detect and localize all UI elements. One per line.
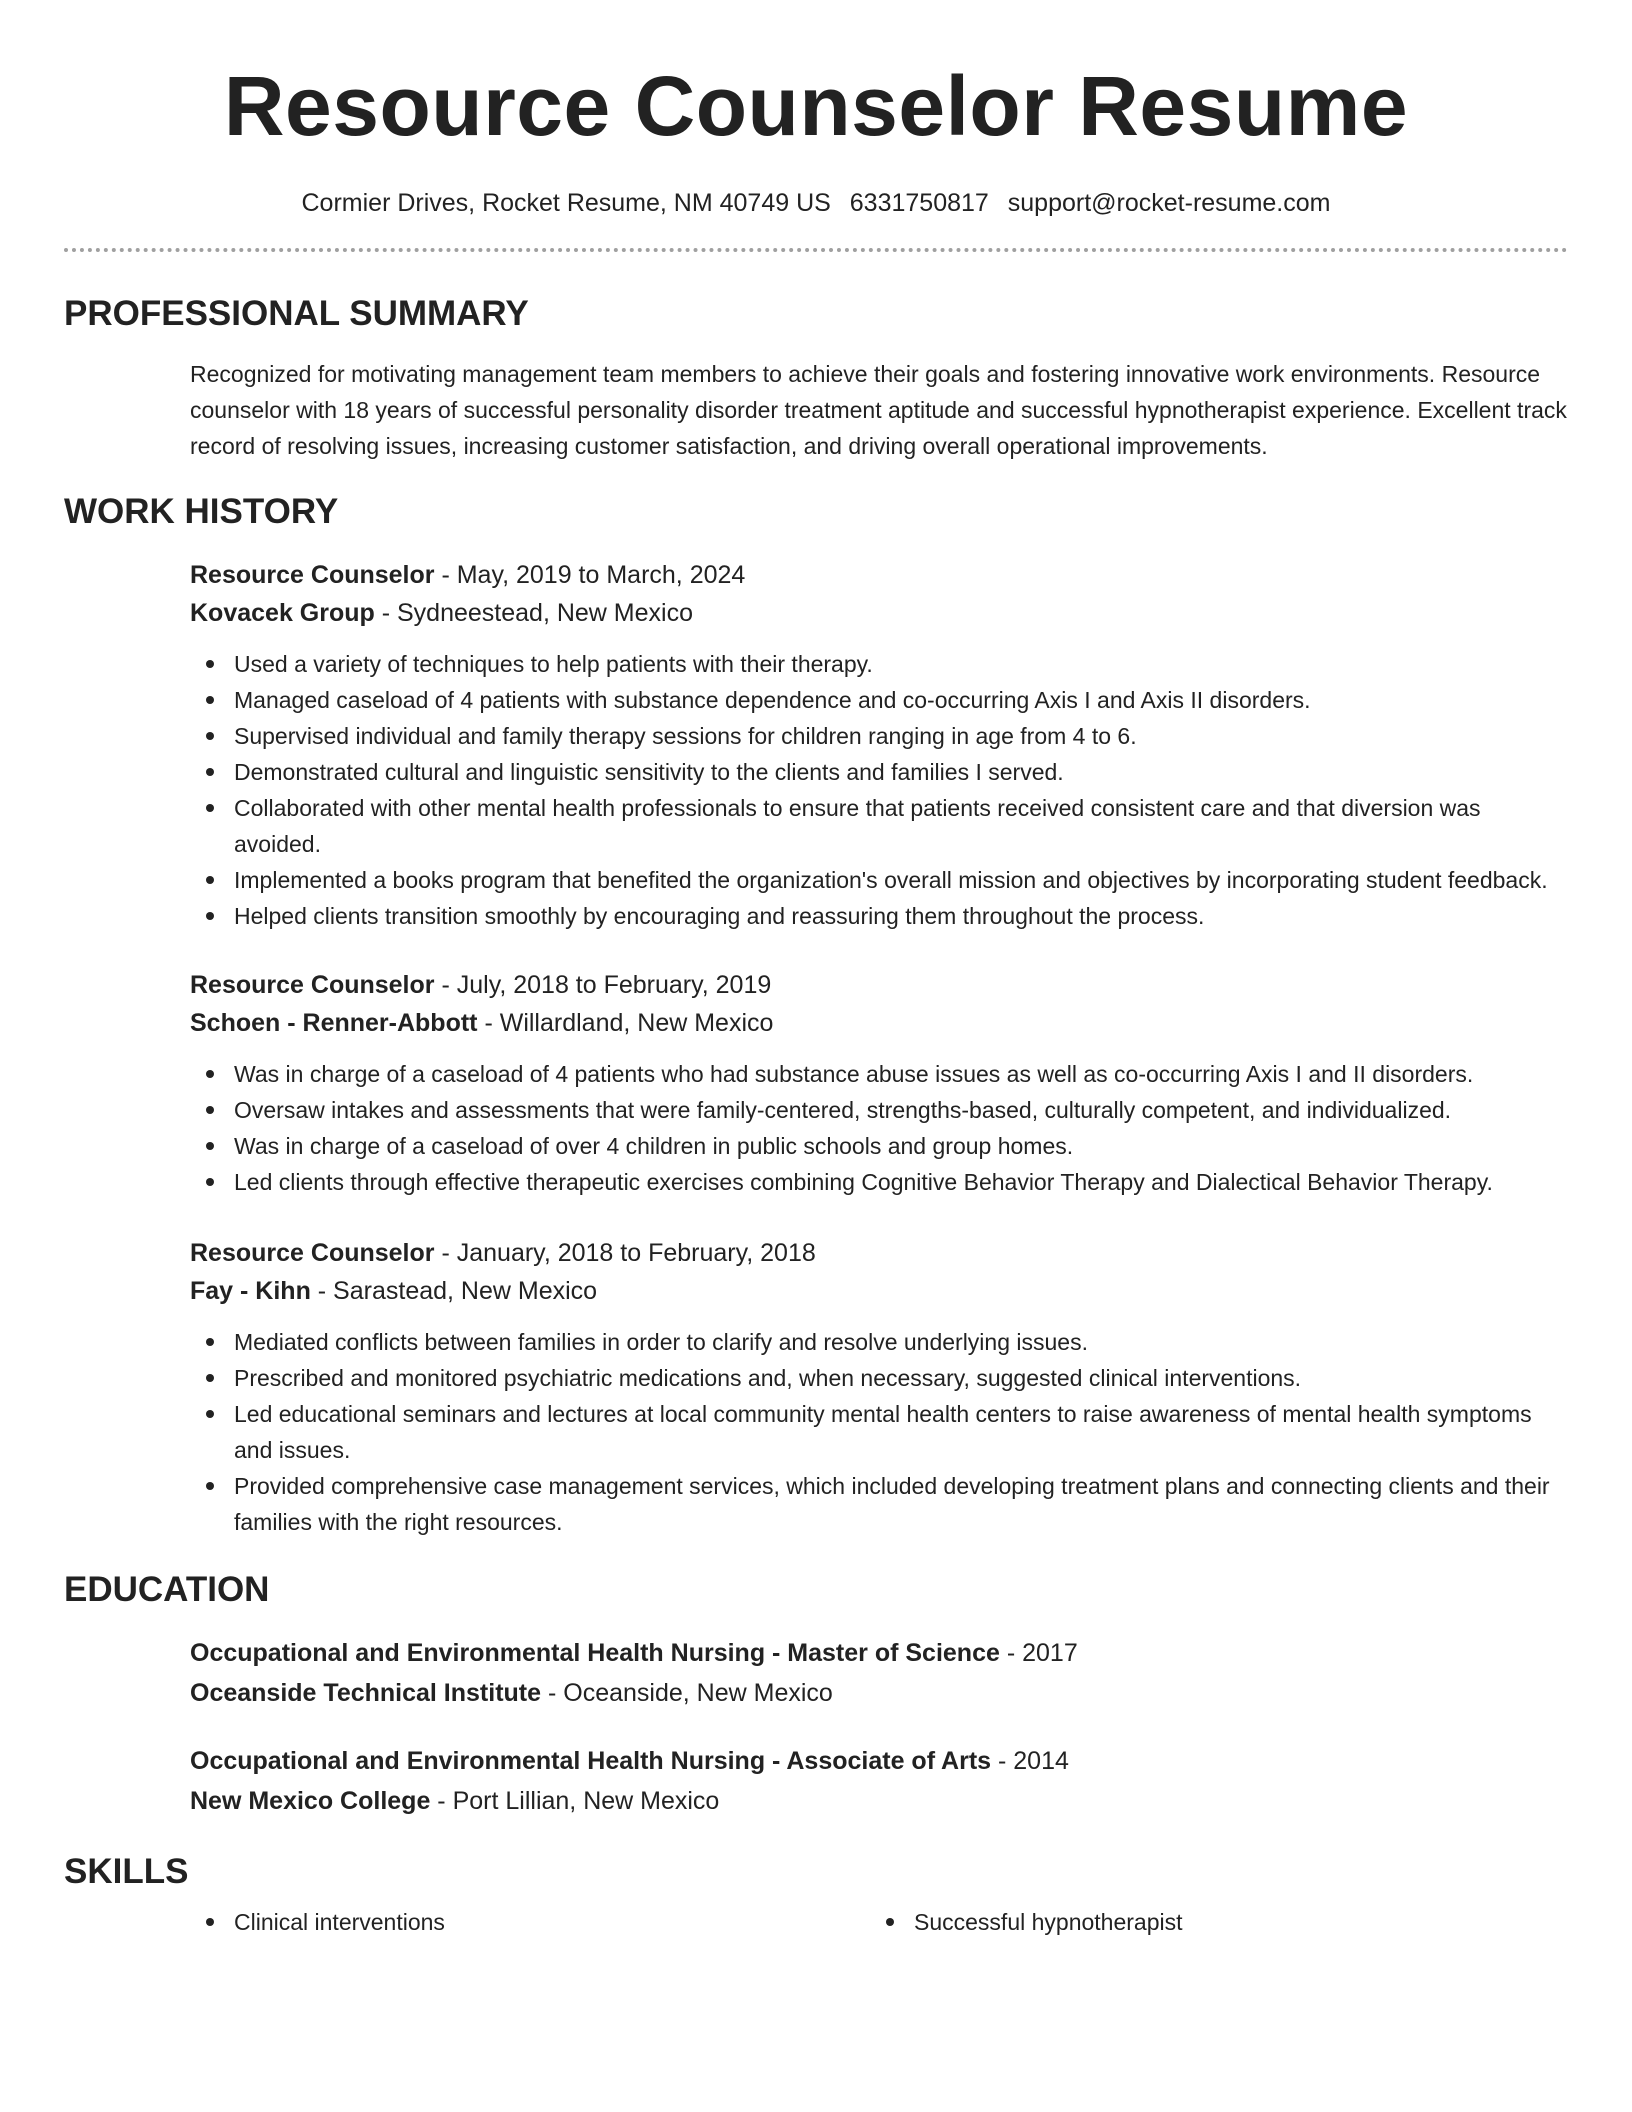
- list-item: Helped clients transition smoothly by encouraging and reassuring them throughout the process.: [190, 898, 1568, 934]
- job-location: - Sydneestead, New Mexico: [374, 599, 693, 627]
- job-bullets: [190, 1056, 1568, 1200]
- education-entry: [190, 1742, 1568, 1820]
- job-company: Schoen - Renner-Abbott: [190, 1009, 478, 1037]
- skills-grid: [64, 1904, 1568, 1940]
- education-degree: Occupational and Environmental Health Nursing - Master of Science: [190, 1639, 1000, 1667]
- list-item: Was in charge of a caseload of 4 patients who had substance abuse issues as well as co-occurring Axis I and II disorders.: [190, 1056, 1568, 1092]
- skills-section: [64, 1850, 1568, 1940]
- skills-heading: SKILLS: [64, 1852, 189, 1891]
- education-school-line: [190, 1782, 1568, 1820]
- education-school: New Mexico College: [190, 1787, 431, 1815]
- resume-header: [64, 0, 1568, 252]
- job-role: Resource Counselor: [190, 561, 435, 589]
- contact-phone: 6331750817: [849, 189, 989, 217]
- job-dates: - July, 2018 to February, 2019: [434, 971, 772, 999]
- list-item: Oversaw intakes and assessments that were family-centered, strengths-based, culturally competent, and individualized.: [190, 1092, 1568, 1128]
- education-school-line: [190, 1674, 1568, 1712]
- job-entry: [190, 966, 1568, 1200]
- list-item: Was in charge of a caseload of over 4 children in public schools and group homes.: [190, 1128, 1568, 1164]
- job-role: Resource Counselor: [190, 1239, 435, 1267]
- education-degree-line: [190, 1742, 1568, 1780]
- job-company-line: [190, 594, 1568, 632]
- job-title-line: [190, 556, 1568, 594]
- education-section: [64, 1568, 1568, 1820]
- list-item: Clinical interventions: [190, 1904, 870, 1940]
- job-dates: - May, 2019 to March, 2024: [434, 561, 746, 589]
- summary-heading: PROFESSIONAL SUMMARY: [64, 294, 529, 333]
- job-title-line: [190, 966, 1568, 1004]
- job-bullets: [190, 1324, 1568, 1540]
- list-item: Prescribed and monitored psychiatric medications and, when necessary, suggested clinical interventions.: [190, 1360, 1568, 1396]
- skills-left-column: [190, 1904, 870, 1940]
- summary-text: Recognized for motivating management team members to achieve their goals and fostering innovative work environments. Resource counselor with 18 years of successful personality disorder treatment aptitude and successful hypnotherapist experience. Excellent track record of resolving issues, increasing customer satisfaction, and driving overall operational improvements.: [190, 361, 1567, 459]
- education-degree-line: [190, 1634, 1568, 1672]
- job-role: Resource Counselor: [190, 971, 435, 999]
- list-item: Used a variety of techniques to help patients with their therapy.: [190, 646, 1568, 682]
- job-location: - Willardland, New Mexico: [477, 1009, 774, 1037]
- list-item: Provided comprehensive case management services, which included developing treatment plans and connecting clients and their families with the right resources.: [190, 1468, 1568, 1540]
- job-dates: - January, 2018 to February, 2018: [434, 1239, 816, 1267]
- job-entry: [190, 1234, 1568, 1540]
- education-year: - 2014: [991, 1747, 1069, 1775]
- job-title-line: [190, 1234, 1568, 1272]
- job-company-line: [190, 1272, 1568, 1310]
- header-divider: [64, 248, 1568, 252]
- contact-line: [64, 186, 1568, 220]
- resume-title: Resource Counselor Resume: [223, 59, 1409, 153]
- summary-section: [64, 292, 1568, 464]
- job-company: Fay - Kihn: [190, 1277, 311, 1305]
- work-history-heading: WORK HISTORY: [64, 492, 339, 531]
- list-item: Collaborated with other mental health professionals to ensure that patients received consistent care and that diversion was avoided.: [190, 790, 1568, 862]
- skills-right-column: [870, 1904, 1550, 1940]
- education-degree: Occupational and Environmental Health Nursing - Associate of Arts: [190, 1747, 992, 1775]
- list-item: Successful hypnotherapist: [870, 1904, 1550, 1940]
- contact-address: Cormier Drives, Rocket Resume, NM 40749 US: [301, 189, 831, 217]
- list-item: Led educational seminars and lectures at local community mental health centers to raise awareness of mental health symptoms and issues.: [190, 1396, 1568, 1468]
- job-company-line: [190, 1004, 1568, 1042]
- list-item: Demonstrated cultural and linguistic sensitivity to the clients and families I served.: [190, 754, 1568, 790]
- education-school: Oceanside Technical Institute: [190, 1679, 542, 1707]
- list-item: Mediated conflicts between families in order to clarify and resolve underlying issues.: [190, 1324, 1568, 1360]
- job-entry: [190, 556, 1568, 934]
- education-entry: [190, 1634, 1568, 1712]
- education-location: - Port Lillian, New Mexico: [430, 1787, 720, 1815]
- education-heading: EDUCATION: [64, 1570, 270, 1609]
- education-year: - 2017: [999, 1639, 1078, 1667]
- job-company: Kovacek Group: [190, 599, 375, 627]
- list-item: Managed caseload of 4 patients with substance dependence and co-occurring Axis I and Axis II disorders.: [190, 682, 1568, 718]
- list-item: Led clients through effective therapeutic exercises combining Cognitive Behavior Therapy and Dialectical Behavior Therapy.: [190, 1164, 1568, 1200]
- contact-email: support@rocket-resume.com: [1007, 189, 1331, 217]
- job-location: - Sarastead, New Mexico: [310, 1277, 598, 1305]
- education-location: - Oceanside, New Mexico: [541, 1679, 833, 1707]
- job-bullets: [190, 646, 1568, 934]
- list-item: Supervised individual and family therapy sessions for children ranging in age from 4 to 6.: [190, 718, 1568, 754]
- list-item: Implemented a books program that benefited the organization's overall mission and objectives by incorporating student feedback.: [190, 862, 1568, 898]
- work-history-section: [64, 490, 1568, 1540]
